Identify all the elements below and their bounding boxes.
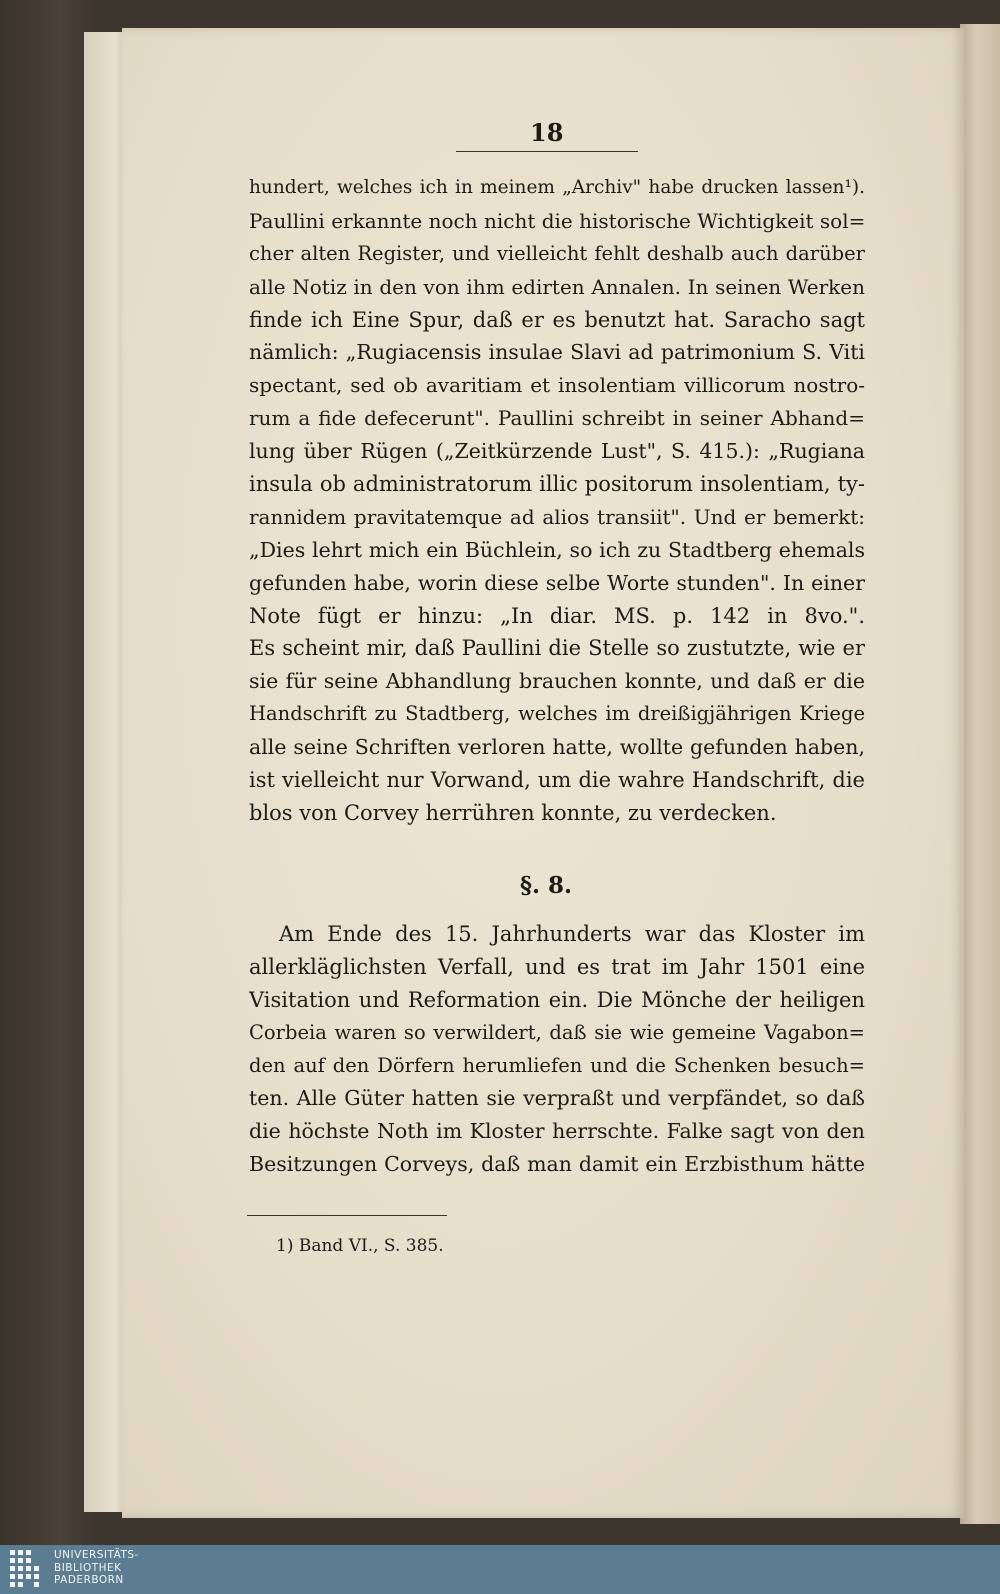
library-line: BIBLIOTHEK [54, 1561, 122, 1574]
library-name [54, 1549, 139, 1587]
text-line: alle seine Schriften verloren hatte, wollte gefunden haben, [249, 735, 865, 760]
book-gutter [960, 24, 1000, 1524]
text-line: Visitation und Reformation ein. Die Mönche der heiligen [249, 987, 865, 1012]
library-line: UNIVERSITÄTS- [54, 1549, 139, 1561]
text-line: Paullini erkannte noch nicht die historische Wichtigkeit sol= [249, 208, 865, 233]
text-line: die höchste Noth im Kloster herrschte. Falke sagt von den [249, 1119, 865, 1144]
text-line: Note fügt er hinzu: „In diar. MS. p. 142 in 8vo.". [249, 603, 865, 628]
page-number: 18 [530, 118, 564, 147]
text-line: Am Ende des 15. Jahrhunderts war das Kloster im [279, 922, 865, 946]
text-line: alle Notiz in den von ihm edirten Annalen. In seinen Werken [249, 274, 865, 299]
text-line: spectant, sed ob avaritiam et insolentiam villicorum nostro- [249, 373, 865, 398]
paragraph-2 [249, 918, 865, 1181]
text-line: „Dies lehrt mich ein Büchlein, so ich zu Stadtberg ehemals [249, 537, 865, 562]
footnote: 1) Band VI., S. 385. [276, 1236, 444, 1256]
text-line: allerkläglichsten Verfall, und es trat im Jahr 1501 eine [249, 954, 865, 979]
text-line: nämlich: „Rugiacensis insulae Slavi ad patrimonium S. Viti [249, 340, 865, 365]
text-line: rannidem pravitatemque ad alios transiit". Und er bemerkt: [249, 504, 865, 529]
text-line: ten. Alle Güter hatten sie verpraßt und verpfändet, so daß [249, 1086, 865, 1111]
text-line: rum a fide defecerunt". Paullini schreibt in seiner Abhand= [249, 406, 865, 431]
text-line: gefunden habe, worin diese selbe Worte stunden". In einer [249, 570, 865, 595]
text-line: Corbeia waren so verwildert, daß sie wie gemeine Vagabon= [249, 1020, 865, 1044]
text-line: Besitzungen Corveys, daß man damit ein Erzbisthum hätte [249, 1152, 865, 1177]
text-line: Es scheint mir, daß Paullini die Stelle so zustutzte, wie er [249, 636, 865, 661]
paragraph-1 [249, 172, 865, 830]
text-line: sie für seine Abhandlung brauchen konnte, und daß er die [249, 669, 865, 694]
text-line: cher alten Register, und vielleicht fehlt deshalb auch darüber [249, 241, 865, 265]
footnote-rule [247, 1215, 447, 1216]
library-line: PADERBORN [54, 1574, 124, 1586]
text-line: blos von Corvey herrühren konnte, zu verdecken. [249, 800, 777, 825]
text-line: lung über Rügen („Zeitkürzende Lust", S. 415.): „Rugiana [249, 439, 865, 464]
library-footer-bar [0, 1545, 1000, 1594]
page-number-rule [456, 151, 638, 152]
text-line: insula ob administratorum illic positorum insolentiam, ty- [249, 472, 865, 497]
text-line: den auf den Dörfern herumliefen und die Schenken besuch= [249, 1053, 865, 1077]
text-line: ist vielleicht nur Vorwand, um die wahre Handschrift, die [249, 768, 865, 793]
text-line: finde ich Eine Spur, daß er es benutzt hat. Saracho sagt [249, 307, 865, 332]
text-line: Handschrift zu Stadtberg, welches im dreißigjährigen Kriege [249, 702, 865, 726]
section-heading: §. 8. [520, 872, 573, 899]
text-line: hundert, welches ich in meinem „Archiv" habe drucken lassen¹). [249, 177, 865, 198]
library-logo-icon [8, 1548, 48, 1590]
